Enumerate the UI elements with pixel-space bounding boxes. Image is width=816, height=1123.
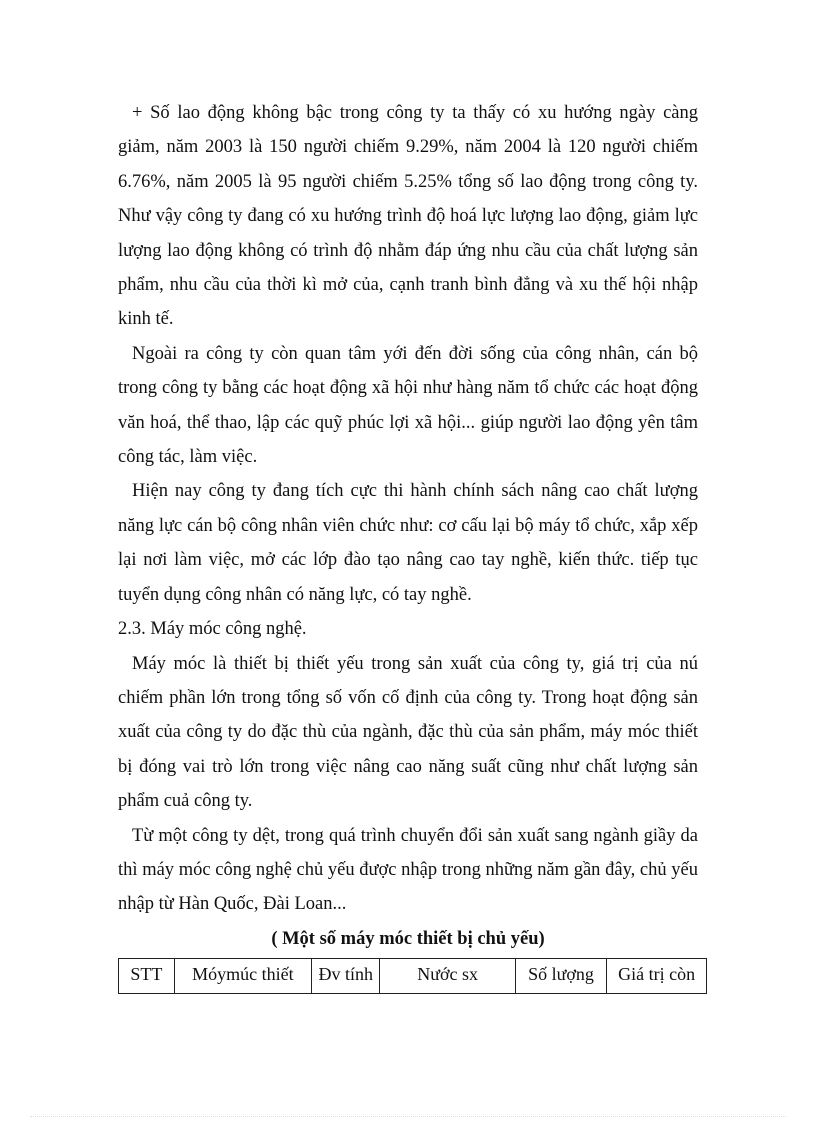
header-cell-quantity: Số lượng <box>515 958 606 993</box>
header-cell-country: Nước sx <box>380 958 515 993</box>
table-caption: ( Một số máy móc thiết bị chủ yếu) <box>271 928 545 949</box>
table-header-row <box>119 958 707 993</box>
paragraph-labor-stats: + Số lao động không bậc trong công ty ta thấy có xu hướng ngày càng giảm, năm 2003 là 150 người chiếm 9.29%, năm 2004 là 120 người chiếm 6.76%, năm 2005 là 95 người chiếm 5.25% tổng số lao động trong công ty. Như vậy công ty đang có xu hướng trình độ hoá lực lượng lao động, giảm lực lượng lao động không có trình độ nhằm đáp ứng nhu cầu của chất lượng sản phẩm, nhu cầu của thời kì mở của, cạnh tranh bình đẳng và xu thế hội nhập kinh tế. <box>118 103 698 330</box>
section-heading: 2.3. Máy móc công nghệ. <box>118 619 307 640</box>
paragraph-import: Từ một công ty dệt, trong quá trình chuyển đổi sản xuất sang ngành giầy da thì máy móc công nghệ chủ yếu được nhập trong những năm gần đây, chủ yếu nhập từ Hàn Quốc, Đài Loan... <box>118 825 698 915</box>
paragraph-welfare: Ngoài ra công ty còn quan tâm yới đến đời sống của công nhân, cán bộ trong công ty bằng các hoạt động xã hội như hàng năm tổ chức các hoạt động văn hoá, thể thao, lập các quỹ phúc lợi xã hội... giúp người lao động yên tâm công tác, làm việc. <box>118 343 698 468</box>
header-cell-stt: STT <box>119 958 175 993</box>
header-cell-machine: Móymúc thiết <box>174 958 312 993</box>
page-bottom-divider <box>30 1116 786 1117</box>
header-cell-unit: Đv tính <box>312 958 380 993</box>
paragraph-training: Hiện nay công ty đang tích cực thi hành chính sách nâng cao chất lượng năng lực cán bộ công nhân viên chức như: cơ cấu lại bộ máy tổ chức, xắp xếp lại nơi làm việc, mở các lớp đào tạo nâng cao tay nghề, kiến thức. tiếp tục tuyển dụng công nhân có năng lực, có tay nghề. <box>118 481 698 605</box>
paragraph-machinery: Máy móc là thiết bị thiết yếu trong sản xuất của công ty, giá trị của nú chiếm phần lớn trong tổng số vốn cố định của công ty. Trong hoạt động sản xuất của công ty do đặc thù của ngành, đặc thù của sản phẩm, máy móc thiết bị đóng vai trò lớn trong việc nâng cao năng suất cũng như chất lượng sản phẩm cuả công ty. <box>118 653 698 812</box>
document-body <box>118 96 698 994</box>
equipment-table <box>118 958 707 994</box>
header-cell-value: Giá trị còn <box>607 958 707 993</box>
